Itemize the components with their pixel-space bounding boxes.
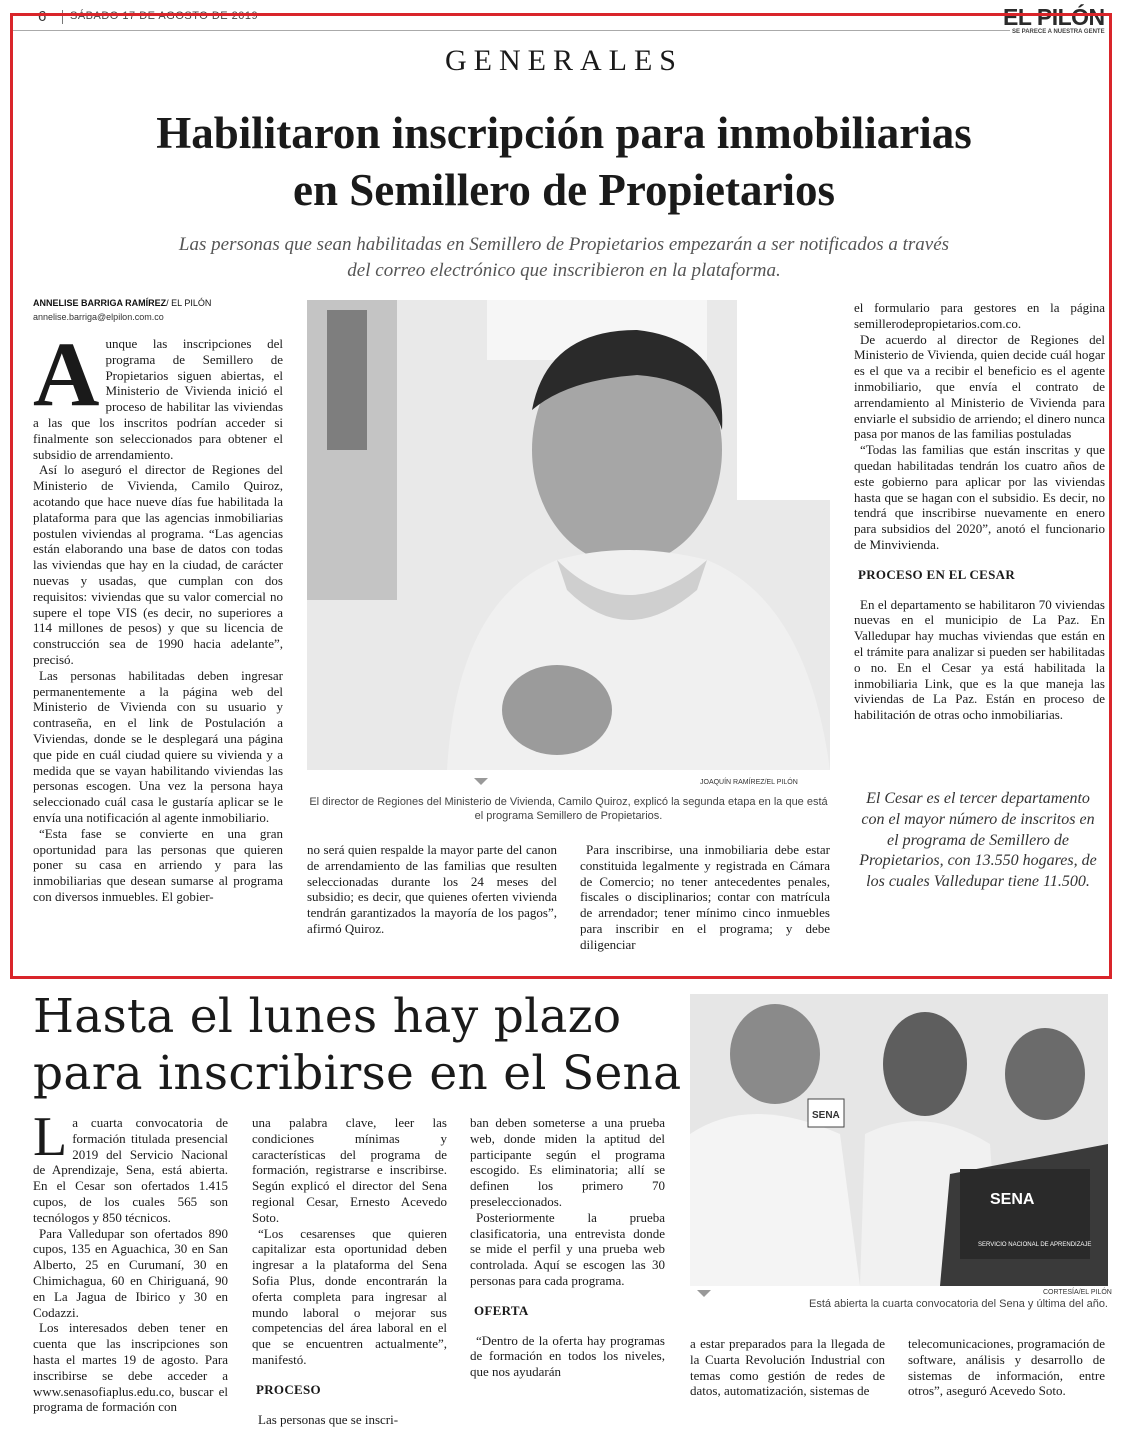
paragraph: “Todas las familias que están inscritas y que quedan habilitadas tendrán los cuatro años de este gobierno para aplicar por las viviendas hasta que se hagan con el subsidio. Es decir, no tendrá que inscribirse nuevamente en enero para subsidios del 2020”, anotó el funcionario de Minvivienda.: [854, 442, 1105, 552]
article2-column-4: [690, 1336, 885, 1399]
paragraph: ban deben someterse a una prueba web, donde miden la aptitud del participante según el programa escogido. Es eliminatoria; allí se definen los primero 70 preseleccionados.: [470, 1115, 665, 1209]
paragraph: Posteriormente la prueba clasificatoria, una entrevista donde se mide el perfil y una prueba web controlada. Aquí se escogen las 30 personas para cada programa.: [470, 1209, 665, 1288]
article-photo: [307, 300, 830, 770]
paragraph: “Esta fase se convierte en una gran oportunidad para las personas que quieren poner su casa en arriendo y para las inmobiliarias que desean sumarse al programa con diversos inmuebles. El gobier-: [33, 825, 283, 904]
paragraph: Las personas que se inscri-: [258, 1411, 399, 1427]
article2-photo: [690, 994, 1108, 1286]
page-number: 6: [38, 8, 47, 25]
paragraph: a cuarta convocatoria de formación titulada presencial 2019 del Servicio Nacional de Aprendizaje, Sena, está abierta. En el Cesar son ofertados 1.415 cupos, de los cuales 565 son tecnólogos y 850 técnicos.: [33, 1115, 228, 1225]
paragraph: una palabra clave, leer las condiciones mínimas y características del programa de formación, registrarse e inscribirse. Según explicó el director del Sena regional Cesar, Ernesto Acevedo Soto.: [252, 1115, 447, 1225]
drop-cap: A: [33, 323, 100, 425]
paragraph: telecomunicaciones, programación de software, análisis y desarrollo de sistemas de información, entre otros”, aseguró Acevedo Soto.: [908, 1336, 1105, 1399]
article-column-2: [307, 842, 557, 937]
article-headline: [0, 105, 1128, 219]
headline-line-2: para inscribirse en el Sena: [33, 1046, 682, 1101]
subsection-heading: PROCESO: [256, 1381, 321, 1397]
byline-source: / EL PILÓN: [166, 298, 212, 308]
article-column-3: [580, 842, 830, 953]
photo-logo-subtext: SERVICIO NACIONAL DE APRENDIZAJE: [978, 1242, 1092, 1248]
photo-credit: CORTESÍA/EL PILÓN: [1043, 1289, 1112, 1296]
paragraph: Así lo aseguró el director de Regiones del Ministerio de Vivienda, Camilo Quiroz, acotando que hace nueve días fue habilitada la plataforma para que las agencias inmobiliarias postulen viviendas al programa. “Las agencias están elaborando una base de datos con todas las viviendas que hay en la ciudad, de carácter nuevas y usadas, que cumplan con dos requisitos: viviendas que su valor comercial no supere el tope VIS (es decir, no superiores a 114 millones de pesos) y que su licencia de construcción sea de 1990 hacia adelante”, precisó.: [33, 462, 283, 667]
paragraph: Para Valledupar son ofertados 890 cupos, 135 en Aguachica, 30 en San Alberto, 25 en Curumaní, 30 en Chimichagua, 60 en Chiriguaná, 90 en La Jagua de Ibirico y 30 en Codazzi.: [33, 1225, 228, 1320]
byline-email: annelise.barriga@elpilon.com.co: [33, 312, 164, 322]
paragraph: En el departamento se habilitaron 70 viviendas nuevas en el municipio de La Paz. En Valledupar hay muchas viviendas que están en el trámite para analizar si pueden ser habilitadas o no. En el Cesar ya está habilitada la inmobiliaria Link, que es la que maneja las viviendas de La Paz. Están en proceso de habilitación de otras ocho inmobiliarias.: [854, 596, 1105, 723]
students-image: [690, 994, 1108, 1286]
subhead-line-1: Las personas que sean habilitadas en Semillero de Propietarios empezarán a ser notificados a través: [178, 234, 950, 255]
paragraph: el formulario para gestores en la página semillerodepropietarios.com.co.: [854, 300, 1105, 331]
article2-column-2: [252, 1115, 447, 1427]
drop-cap: L: [33, 1106, 68, 1168]
article2-column-5: [908, 1336, 1105, 1399]
article2-headline: [33, 988, 681, 1102]
newspaper-logo: EL PILÓN: [1003, 4, 1105, 30]
newspaper-slogan: SE PARECE A NUESTRA GENTE: [1012, 29, 1105, 35]
photo-logo-text: SENA: [990, 1191, 1035, 1208]
paragraph: Las personas habilitadas deben ingresar permanentemente a la página web del Ministerio de Vivienda con su usuario y contraseña, en el link de Postulación a Viviendas, donde se le desplegará una página que pide en cuál ciudad quiere su vivienda y a medida que se vayan habilitando viviendas las personas escogen. Una vez la persona haya seleccionado cuál casa le gustaría aplicar se le envía una notificación al agente inmobiliario.: [33, 667, 283, 825]
photo-caption: El director de Regiones del Ministerio de Vivienda, Camilo Quiroz, explicó la segunda etapa en la que está el programa Semillero de Propietarios.: [309, 796, 828, 822]
edition-date: SÁBADO 17 DE AGOSTO DE 2019: [70, 10, 259, 22]
headline-line-2: en Semillero de Propietarios: [293, 165, 835, 215]
subsection-heading: OFERTA: [474, 1302, 529, 1318]
article-column-4: [854, 300, 1105, 723]
subsection-heading: PROCESO EN EL CESAR: [858, 566, 1016, 582]
article-column-1: [33, 323, 283, 905]
paragraph: “Los cesarenses que quieren capitalizar esta oportunidad deben ingresar a la plataforma del Sena Sofia Plus, donde encontrarán la oferta completa para ingresar al mundo laboral o mejorar sus competencias del área laboral en el que se encuentren actualmente”, manifestó.: [252, 1225, 447, 1367]
article2-column-3: [470, 1115, 665, 1380]
photo-caption: Está abierta la cuarta convocatoria del Sena y última del año.: [808, 1298, 1108, 1310]
section-title: GENERALES: [445, 44, 683, 77]
pull-quote: El Cesar es el tercer departamento con el mayor número de inscritos en el programa de Semillero de Propietarios, con 13.550 hogares, de los cuales Valledupar tiene 11.500.: [859, 790, 1097, 891]
byline-author: ANNELISE BARRIGA RAMÍREZ: [33, 298, 167, 308]
paragraph: Los interesados deben tener en cuenta que las inscripciones son hasta el martes 19 de agosto. Para inscribirse se debe acceder a www.senasofiaplus.edu.co, buscar el programa de formación con: [33, 1320, 228, 1415]
caption-marker-icon: [474, 778, 488, 785]
paragraph: “Dentro de la oferta hay programas de formación en todos los niveles, que nos ayudarán: [470, 1332, 665, 1380]
caption-marker-icon: [697, 1290, 711, 1297]
paragraph: no será quien respalde la mayor parte del canon de arrendamiento de las familias que resulten seleccionadas durante los 24 meses del subsidio; es decir, que quienes oferten vivienda tendrán garantizados la mayoría de los pagos”, afirmó Quiroz.: [307, 842, 557, 936]
paragraph: a estar preparados para la llegada de la Cuarta Revolución Industrial con temas como gestión de redes de datos, automatización, sistemas de: [690, 1336, 885, 1399]
article2-column-1: [33, 1106, 228, 1415]
photo-shirt-logo: SENA: [812, 1110, 840, 1121]
photo-credit: JOAQUÍN RAMÍREZ/EL PILÓN: [700, 779, 798, 786]
paragraph: unque las inscripciones del programa de Semillero de Propietarios siguen abiertas, el Ministerio de Vivienda inició el proceso de habilitar las viviendas a las que los inscritos podrían acceder si finalmente son seleccionados para obtener el subsidio de arrendamiento.: [33, 336, 283, 462]
headline-line-1: Habilitaron inscripción para inmobiliarias: [156, 108, 972, 158]
subhead-line-2: del correo electrónico que inscribieron en la plataforma.: [347, 260, 781, 281]
portrait-image: [307, 300, 830, 770]
paragraph: Para inscribirse, una inmobiliaria debe estar constituida legalmente y registrada en Cámara de Comercio; no tener antecedentes penales, fiscales o disciplinarios; contar con matrícula de arrendador; tener mínimo cinco inmuebles para inscribir en el programa; y debe diligenciar: [580, 842, 830, 952]
headline-line-1: Hasta el lunes hay plazo: [33, 989, 622, 1044]
paragraph: De acuerdo al director de Regiones del Ministerio de Vivienda, quien decide cuál hogar es el que va a recibir el beneficio es el agente inmobiliario, que envía el contrato de arrendamiento al Ministerio de Vivienda para enviarle el subsidio de arriendo; el dinero nunca pasa por manos de las familias postuladas: [854, 331, 1105, 442]
byline: [33, 298, 211, 308]
article-subhead: [40, 232, 1088, 284]
